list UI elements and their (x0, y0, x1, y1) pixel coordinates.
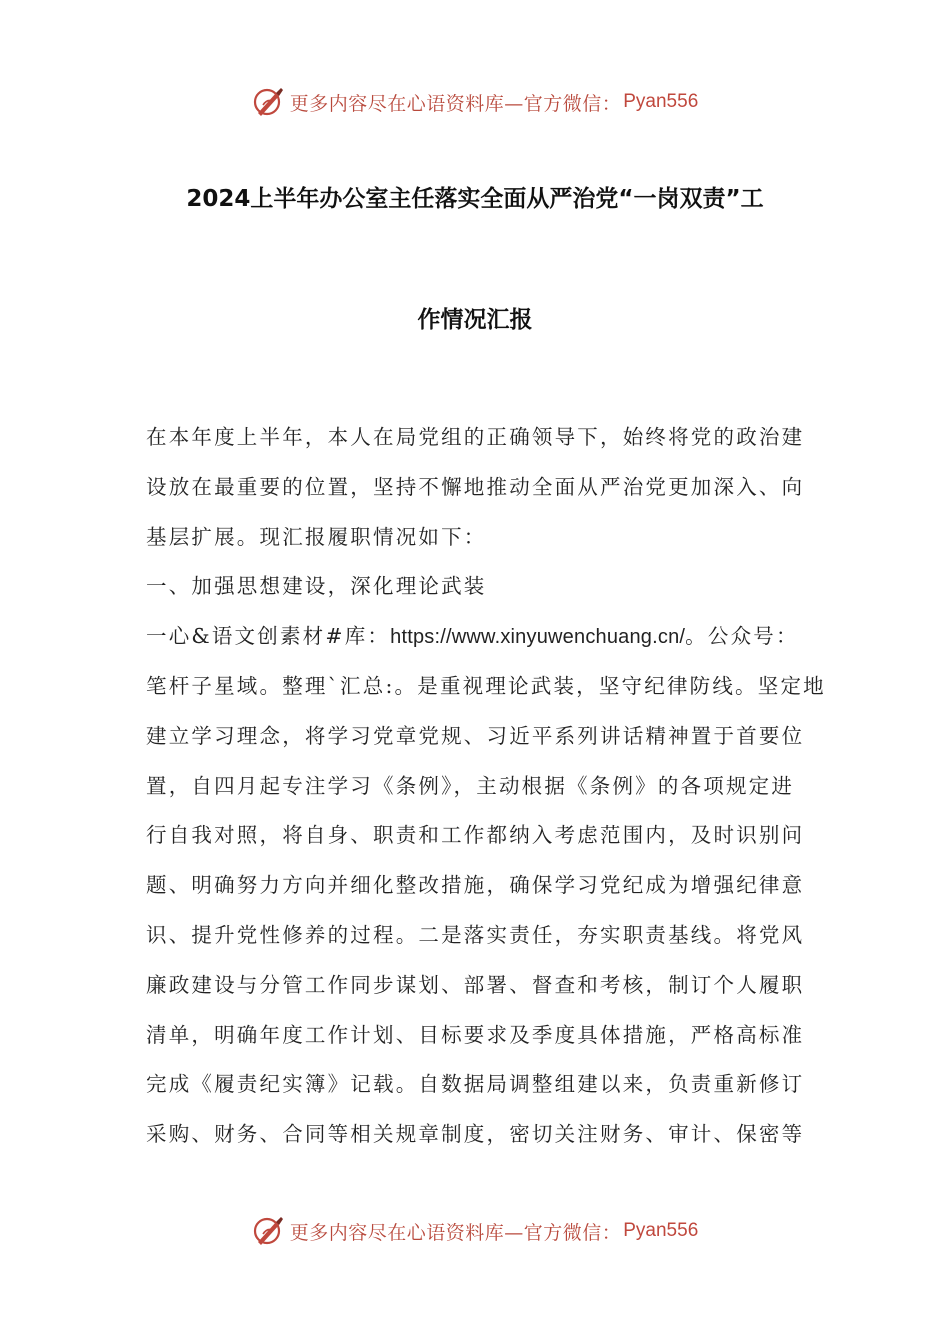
body-line: 置，自四月起专注学习《条例》，主动根据《条例》的各项规定进 (146, 773, 795, 798)
url-suffix: 。公众号： (685, 624, 799, 649)
footer-banner-dash: — (504, 1221, 524, 1244)
body-line: 题、明确努力方向并细化整改措施，确保学习党纪成为增强纪律意 (146, 873, 805, 898)
body-line: 在本年度上半年，本人在局党组的正确领导下，始终将党的政治建 (146, 425, 805, 449)
header-banner-text (290, 89, 622, 116)
body-line-url (146, 612, 808, 662)
footer-banner-main: 更多内容尽在心语资料库 (289, 1221, 505, 1244)
body-line: 清单，明确年度工作计划、目标要求及季度具体措施，严格高标准 (146, 1022, 805, 1047)
section-heading: 一、加强思想建设，深化理论武装 (146, 574, 487, 599)
header-banner-main: 更多内容尽在心语资料库 (289, 92, 505, 115)
body-line: 设放在最重要的位置，坚持不懈地推动全面从严治党更加深入、向 (146, 474, 805, 499)
footer-banner-text (290, 1218, 622, 1245)
header-banner-dash: — (504, 92, 524, 115)
body-line: 廉政建设与分管工作同步谋划、部署、督查和考核，制订个人履职 (146, 972, 805, 997)
body-line: 完成《履责纪实簿》记载。自数据局调整组建以来，负责重新修订 (146, 1072, 805, 1097)
body-line: 采购、财务、合同等相关规章制度，密切关注财务、审计、保密等 (146, 1122, 805, 1147)
header-banner (0, 82, 950, 122)
body-line: 识、提升党性修养的过程。二是落实责任，夯实职责基线。将党风 (146, 922, 805, 947)
pen-logo-icon (252, 85, 286, 119)
footer-banner (0, 1211, 950, 1251)
body-line: 行自我对照，将自身、职责和工作都纳入考虑范围内，及时识别问 (146, 823, 805, 848)
body-line: 建立学习理念，将学习党章党规、习近平系列讲话精神置于首要位 (146, 723, 805, 748)
document-title-line-1: 2024上半年办公室主任落实全面从严治党“一岗双责”工 (186, 186, 764, 212)
header-banner-label: 官方微信： (523, 92, 622, 115)
document-title-line-2: 作情况汇报 (417, 307, 533, 333)
url-prefix: 一心&语文创素材#库： (146, 624, 391, 649)
pen-logo-icon (252, 1214, 286, 1248)
footer-banner-label: 官方微信： (523, 1221, 622, 1244)
body-line: 基层扩展。现汇报履职情况如下： (146, 524, 487, 549)
header-banner-wechat-id: Pyan556 (623, 91, 699, 112)
document-body (146, 413, 826, 1160)
footer-banner-wechat-id: Pyan556 (623, 1220, 699, 1241)
website-link[interactable]: https://www.xinyuwenchuang.cn/ (390, 626, 686, 649)
body-line: 笔杆子星域。整理`汇总:。是重视理论武装，坚守纪律防线。坚定地 (146, 673, 826, 698)
